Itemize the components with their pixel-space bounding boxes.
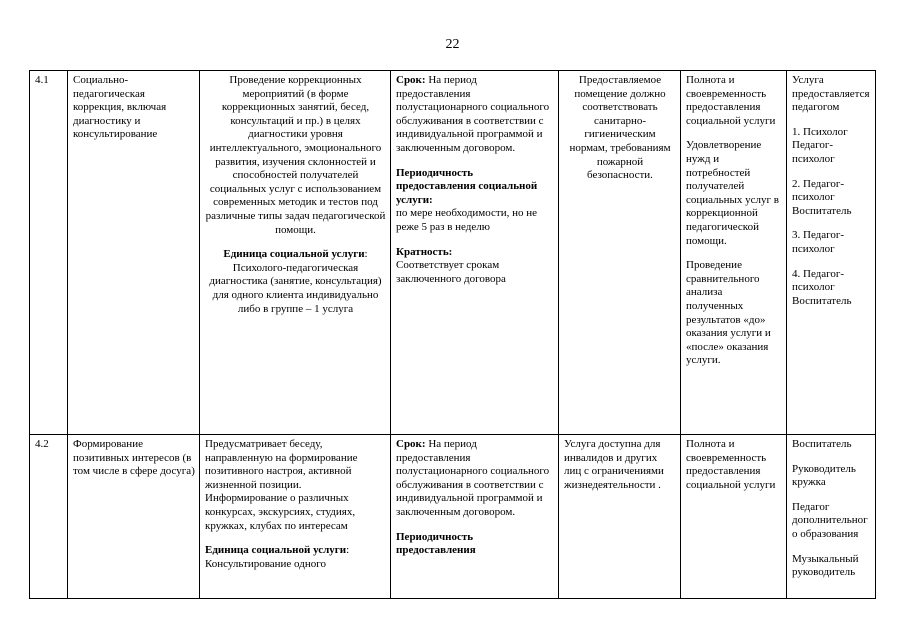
service-name: Формирование позитивных интересов (в том числе в сфере досуга) — [73, 438, 195, 478]
service-name: Социально-педагогическая коррекция, включая диагностику и консультирование — [73, 74, 167, 141]
quality-item: Полнота и своевременность предоставления социальной услуги — [686, 74, 776, 127]
row-number: 4.2 — [35, 438, 49, 450]
unit-colon: : — [346, 544, 350, 557]
service-staff-cell — [787, 71, 876, 435]
unit-text: Психолого-педагогическая диагностика (занятие, консультация) для одного клиента индивидуально либо в группе – 1 услуга — [209, 261, 382, 315]
staff-item: Руководитель кружка — [792, 462, 856, 489]
multiplicity-text: Соответствует срокам заключенного договора — [396, 259, 506, 285]
service-conditions-cell — [559, 71, 681, 435]
service-conditions-cell — [559, 435, 681, 599]
term-label: Срок: — [396, 438, 426, 450]
service-terms-cell — [391, 71, 559, 435]
service-periodicity — [396, 531, 554, 558]
staff-item: 1. Психолог Педагог-психолог — [792, 125, 848, 165]
service-description: Предусматривает беседу, направленную на формирование позитивного настроя, активной жизненной позиции. Информирование о различных конкурсах, экскурсиях, студиях, кружках, клубах по интересам — [205, 438, 358, 532]
service-term — [396, 74, 554, 156]
service-description-cell — [200, 435, 391, 599]
unit-label: Единица социальной услуги — [223, 248, 365, 261]
staff-item: Педагог дополнительного образования — [792, 500, 868, 540]
service-unit — [205, 544, 386, 571]
staff-item: Услуга предоставляется педагогом — [792, 74, 870, 114]
quality-item: Полнота и своевременность предоставления социальной услуги — [686, 438, 776, 491]
service-multiplicity — [396, 246, 554, 287]
staff-item: 2. Педагог-психолог Воспитатель — [792, 177, 852, 217]
service-quality-cell — [681, 71, 787, 435]
periodicity-label: Периодичность предоставления социальной услуги: — [396, 166, 538, 206]
table-row — [30, 71, 876, 435]
multiplicity-label: Кратность: — [396, 245, 453, 258]
service-periodicity — [396, 167, 554, 235]
table-row — [30, 435, 876, 599]
row-number-cell — [30, 435, 68, 599]
unit-text: Консультирование одного — [205, 557, 326, 570]
quality-item: Удовлетворение нужд и потребностей получателей социальных услуг в коррекционной педагогической помощи. — [686, 139, 779, 247]
service-unit — [205, 248, 386, 316]
service-quality-cell — [681, 435, 787, 599]
service-description-cell — [200, 71, 391, 435]
unit-colon: : — [364, 248, 368, 261]
service-name-cell — [68, 435, 200, 599]
term-text: На период предоставления полустационарного социального обслуживания в соответствии с индивидуальной программой и заключенным договором. — [396, 438, 550, 518]
service-conditions: Услуга доступна для инвалидов и других лиц с ограничениями жизнедеятельности . — [564, 438, 664, 491]
periodicity-label: Периодичность предоставления — [396, 530, 476, 557]
service-term — [396, 438, 554, 520]
term-text: На период предоставления полустационарного социального обслуживания в соответствии с индивидуальной программой и заключенным договором. — [396, 74, 550, 154]
service-terms-cell — [391, 435, 559, 599]
staff-item: 3. Педагог-психолог — [792, 229, 845, 255]
service-staff-cell — [787, 435, 876, 599]
services-table — [29, 70, 876, 599]
term-label: Срок: — [396, 74, 426, 86]
page-number: 22 — [445, 37, 460, 52]
staff-item: Музыкальный руководитель — [792, 552, 859, 579]
quality-item: Проведение сравнительного анализа полученных результатов «до» оказания услуги и «после» оказания услуги. — [686, 259, 771, 367]
staff-item: 4. Педагог-психолог Воспитатель — [792, 267, 852, 307]
service-conditions: Предоставляемое помещение должно соответствовать санитарно-гигиеническим нормам, требованиям пожарной безопасности. — [569, 74, 671, 182]
periodicity-text: по мере необходимости, но не реже 5 раз в неделю — [396, 207, 538, 233]
row-number-cell — [30, 71, 68, 435]
service-description: Проведение коррекционных мероприятий (в форме коррекционных занятий, бесед, консультаций и пр.) в целях диагностики уровня интеллектуального, эмоционального развития, изучения склонностей и способностей получателей социальных услуг с использованием современных методик и тестов под различные типы задач педагогической помощи. — [205, 74, 386, 236]
staff-item: Воспитатель — [792, 438, 852, 450]
row-number: 4.1 — [35, 74, 49, 86]
service-name-cell — [68, 71, 200, 435]
unit-label: Единица социальной услуги — [205, 544, 347, 557]
